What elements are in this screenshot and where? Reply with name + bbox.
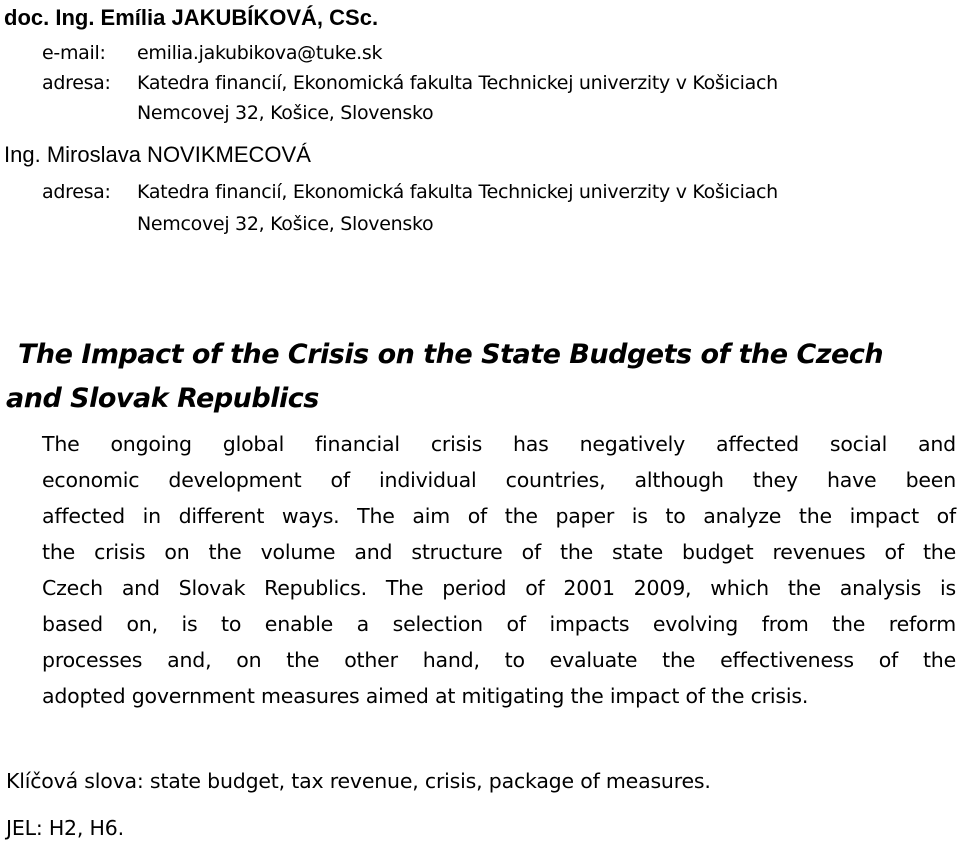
address-label: adresa: bbox=[42, 72, 111, 94]
abstract-line: Czech and Slovak Republics. The period of 2001 2009, which the analysis is bbox=[42, 576, 956, 600]
abstract-line: The ongoing global financial crisis has negatively affected social and bbox=[42, 432, 956, 456]
author-2-name-rest: Miroslava NOVIKMECOVÁ bbox=[40, 142, 311, 167]
email-label: e-mail: bbox=[42, 42, 106, 64]
author-1-address-line2: Nemcovej 32, Košice, Slovensko bbox=[137, 102, 434, 124]
paper-title-line-1: The Impact of the Crisis on the State Budgets of the Czech bbox=[18, 339, 884, 370]
abstract-line: adopted government measures aimed at mitigating the impact of the crisis. bbox=[42, 684, 809, 708]
author-1-address-row bbox=[0, 70, 960, 96]
author-1-name: doc. Ing. Emília JAKUBÍKOVÁ, CSc. bbox=[4, 5, 379, 30]
abstract-line: based on, is to enable a selection of impacts evolving from the reform bbox=[42, 612, 956, 636]
author-1-email-row bbox=[0, 40, 960, 66]
abstract bbox=[42, 426, 956, 714]
paper-title bbox=[6, 333, 956, 421]
address-label: adresa: bbox=[42, 181, 111, 203]
author-2-address-row bbox=[0, 179, 960, 205]
abstract-line: affected in different ways. The aim of the paper is to analyze the impact of bbox=[42, 504, 956, 528]
keywords-value: state budget, tax revenue, crisis, package of measures. bbox=[149, 769, 711, 793]
author-1-address-line1: Katedra financií, Ekonomická fakulta Technickej univerzity v Košiciach bbox=[137, 72, 778, 94]
author-2-address-row-2 bbox=[0, 211, 960, 237]
abstract-line: processes and, on the other hand, to evaluate the effectiveness of the bbox=[42, 648, 956, 672]
jel-codes: JEL: H2, H6. bbox=[6, 816, 124, 840]
keywords bbox=[6, 763, 711, 799]
author-1-email: emilia.jakubikova@tuke.sk bbox=[137, 42, 383, 64]
author-1-address-row-2 bbox=[0, 100, 960, 126]
abstract-line: economic development of individual countries, although they have been bbox=[42, 468, 956, 492]
keywords-label: Klíčová slova: bbox=[6, 769, 144, 793]
paper-title-line-2: and Slovak Republics bbox=[6, 383, 319, 414]
author-2-name bbox=[4, 141, 311, 169]
author-2-name-prefix: Ing. bbox=[4, 142, 41, 167]
author-2-address-line1: Katedra financií, Ekonomická fakulta Technickej univerzity v Košiciach bbox=[137, 181, 778, 203]
author-2-address-line2: Nemcovej 32, Košice, Slovensko bbox=[137, 213, 434, 235]
abstract-line: the crisis on the volume and structure of the state budget revenues of the bbox=[42, 540, 956, 564]
